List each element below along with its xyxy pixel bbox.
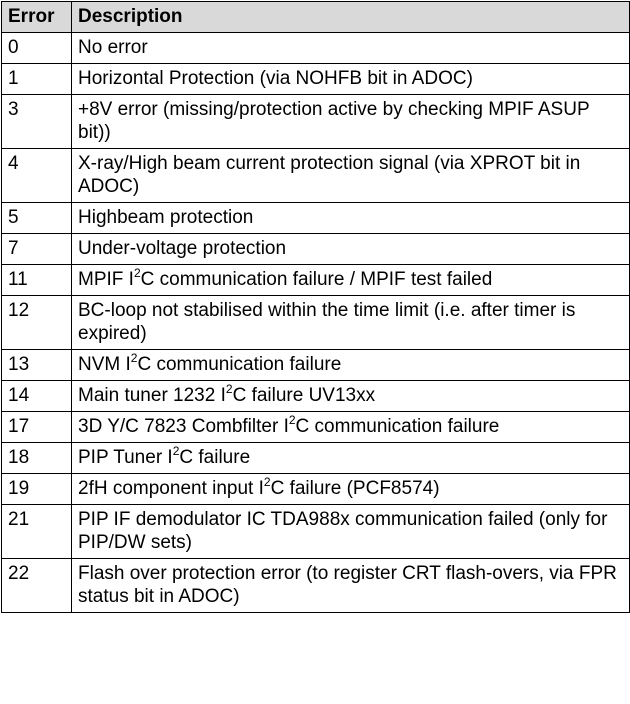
error-description-cell <box>72 64 630 95</box>
error-code-cell: 3 <box>2 95 72 149</box>
error-code-table <box>1 1 630 613</box>
error-description-cell <box>72 412 630 443</box>
header-error: Error <box>2 2 72 33</box>
error-description-cell <box>72 296 630 350</box>
table-row <box>2 64 630 95</box>
table-row <box>2 95 630 149</box>
description-text: C failure (PCF8574) <box>270 478 440 499</box>
table-row <box>2 505 630 559</box>
error-code-cell: 14 <box>2 381 72 412</box>
table-row <box>2 234 630 265</box>
table-row <box>2 33 630 64</box>
table-row <box>2 350 630 381</box>
description-text: C failure <box>179 447 251 468</box>
table-row <box>2 203 630 234</box>
error-description-cell <box>72 33 630 64</box>
description-text: C failure UV13xx <box>232 385 376 406</box>
description-text: C communication failure <box>295 416 500 437</box>
error-description-cell <box>72 474 630 505</box>
superscript-text: 2 <box>263 474 271 489</box>
description-text: 2fH component input I <box>78 478 264 499</box>
table-body <box>2 33 630 613</box>
error-code-cell: 4 <box>2 149 72 203</box>
table-row <box>2 296 630 350</box>
error-description-cell <box>72 559 630 613</box>
error-code-cell: 21 <box>2 505 72 559</box>
description-text: C communication failure / MPIF test failed <box>140 269 493 290</box>
error-code-cell: 11 <box>2 265 72 296</box>
error-code-cell: 18 <box>2 443 72 474</box>
superscript-text: 2 <box>288 412 296 427</box>
error-description-cell <box>72 350 630 381</box>
error-description-cell <box>72 265 630 296</box>
error-code-cell: 13 <box>2 350 72 381</box>
error-code-cell: 1 <box>2 64 72 95</box>
superscript-text: 2 <box>130 350 138 365</box>
description-text: Main tuner 1232 I <box>78 385 226 406</box>
error-description-cell <box>72 443 630 474</box>
error-description-cell <box>72 505 630 559</box>
description-text: MPIF I <box>78 269 134 290</box>
description-text: Under-voltage protection <box>78 238 287 259</box>
description-text: X-ray/High beam current protection signal (via XPROT bit in ADOC) <box>78 153 581 197</box>
table-row <box>2 412 630 443</box>
description-text: NVM I <box>78 354 131 375</box>
error-description-cell <box>72 234 630 265</box>
error-code-cell: 19 <box>2 474 72 505</box>
description-text: 3D Y/C 7823 Combfilter I <box>78 416 289 437</box>
error-code-cell: 0 <box>2 33 72 64</box>
table-row <box>2 559 630 613</box>
description-text: C communication failure <box>137 354 342 375</box>
table-row <box>2 381 630 412</box>
table-row <box>2 474 630 505</box>
description-text: No error <box>78 37 148 58</box>
error-code-cell: 17 <box>2 412 72 443</box>
description-text: PIP Tuner I <box>78 447 173 468</box>
table-row <box>2 443 630 474</box>
description-text: +8V error (missing/protection active by checking MPIF ASUP bit)) <box>78 99 590 143</box>
description-text: Highbeam protection <box>78 207 254 228</box>
error-code-cell: 7 <box>2 234 72 265</box>
error-description-cell <box>72 149 630 203</box>
superscript-text: 2 <box>225 381 233 396</box>
description-text: Horizontal Protection (via NOHFB bit in ADOC) <box>78 68 473 89</box>
table-row <box>2 265 630 296</box>
error-code-cell: 12 <box>2 296 72 350</box>
description-text: PIP IF demodulator IC TDA988x communication failed (only for PIP/DW sets) <box>78 509 608 553</box>
error-description-cell <box>72 203 630 234</box>
error-code-cell: 5 <box>2 203 72 234</box>
error-description-cell <box>72 381 630 412</box>
table-row <box>2 149 630 203</box>
superscript-text: 2 <box>172 443 180 458</box>
error-code-cell: 22 <box>2 559 72 613</box>
description-text: Flash over protection error (to register CRT flash-overs, via FPR status bit in ADOC) <box>78 563 617 607</box>
superscript-text: 2 <box>133 265 141 280</box>
header-description: Description <box>72 2 630 33</box>
table-header-row <box>2 2 630 33</box>
error-description-cell <box>72 95 630 149</box>
description-text: BC-loop not stabilised within the time limit (i.e. after timer is expired) <box>78 300 576 344</box>
